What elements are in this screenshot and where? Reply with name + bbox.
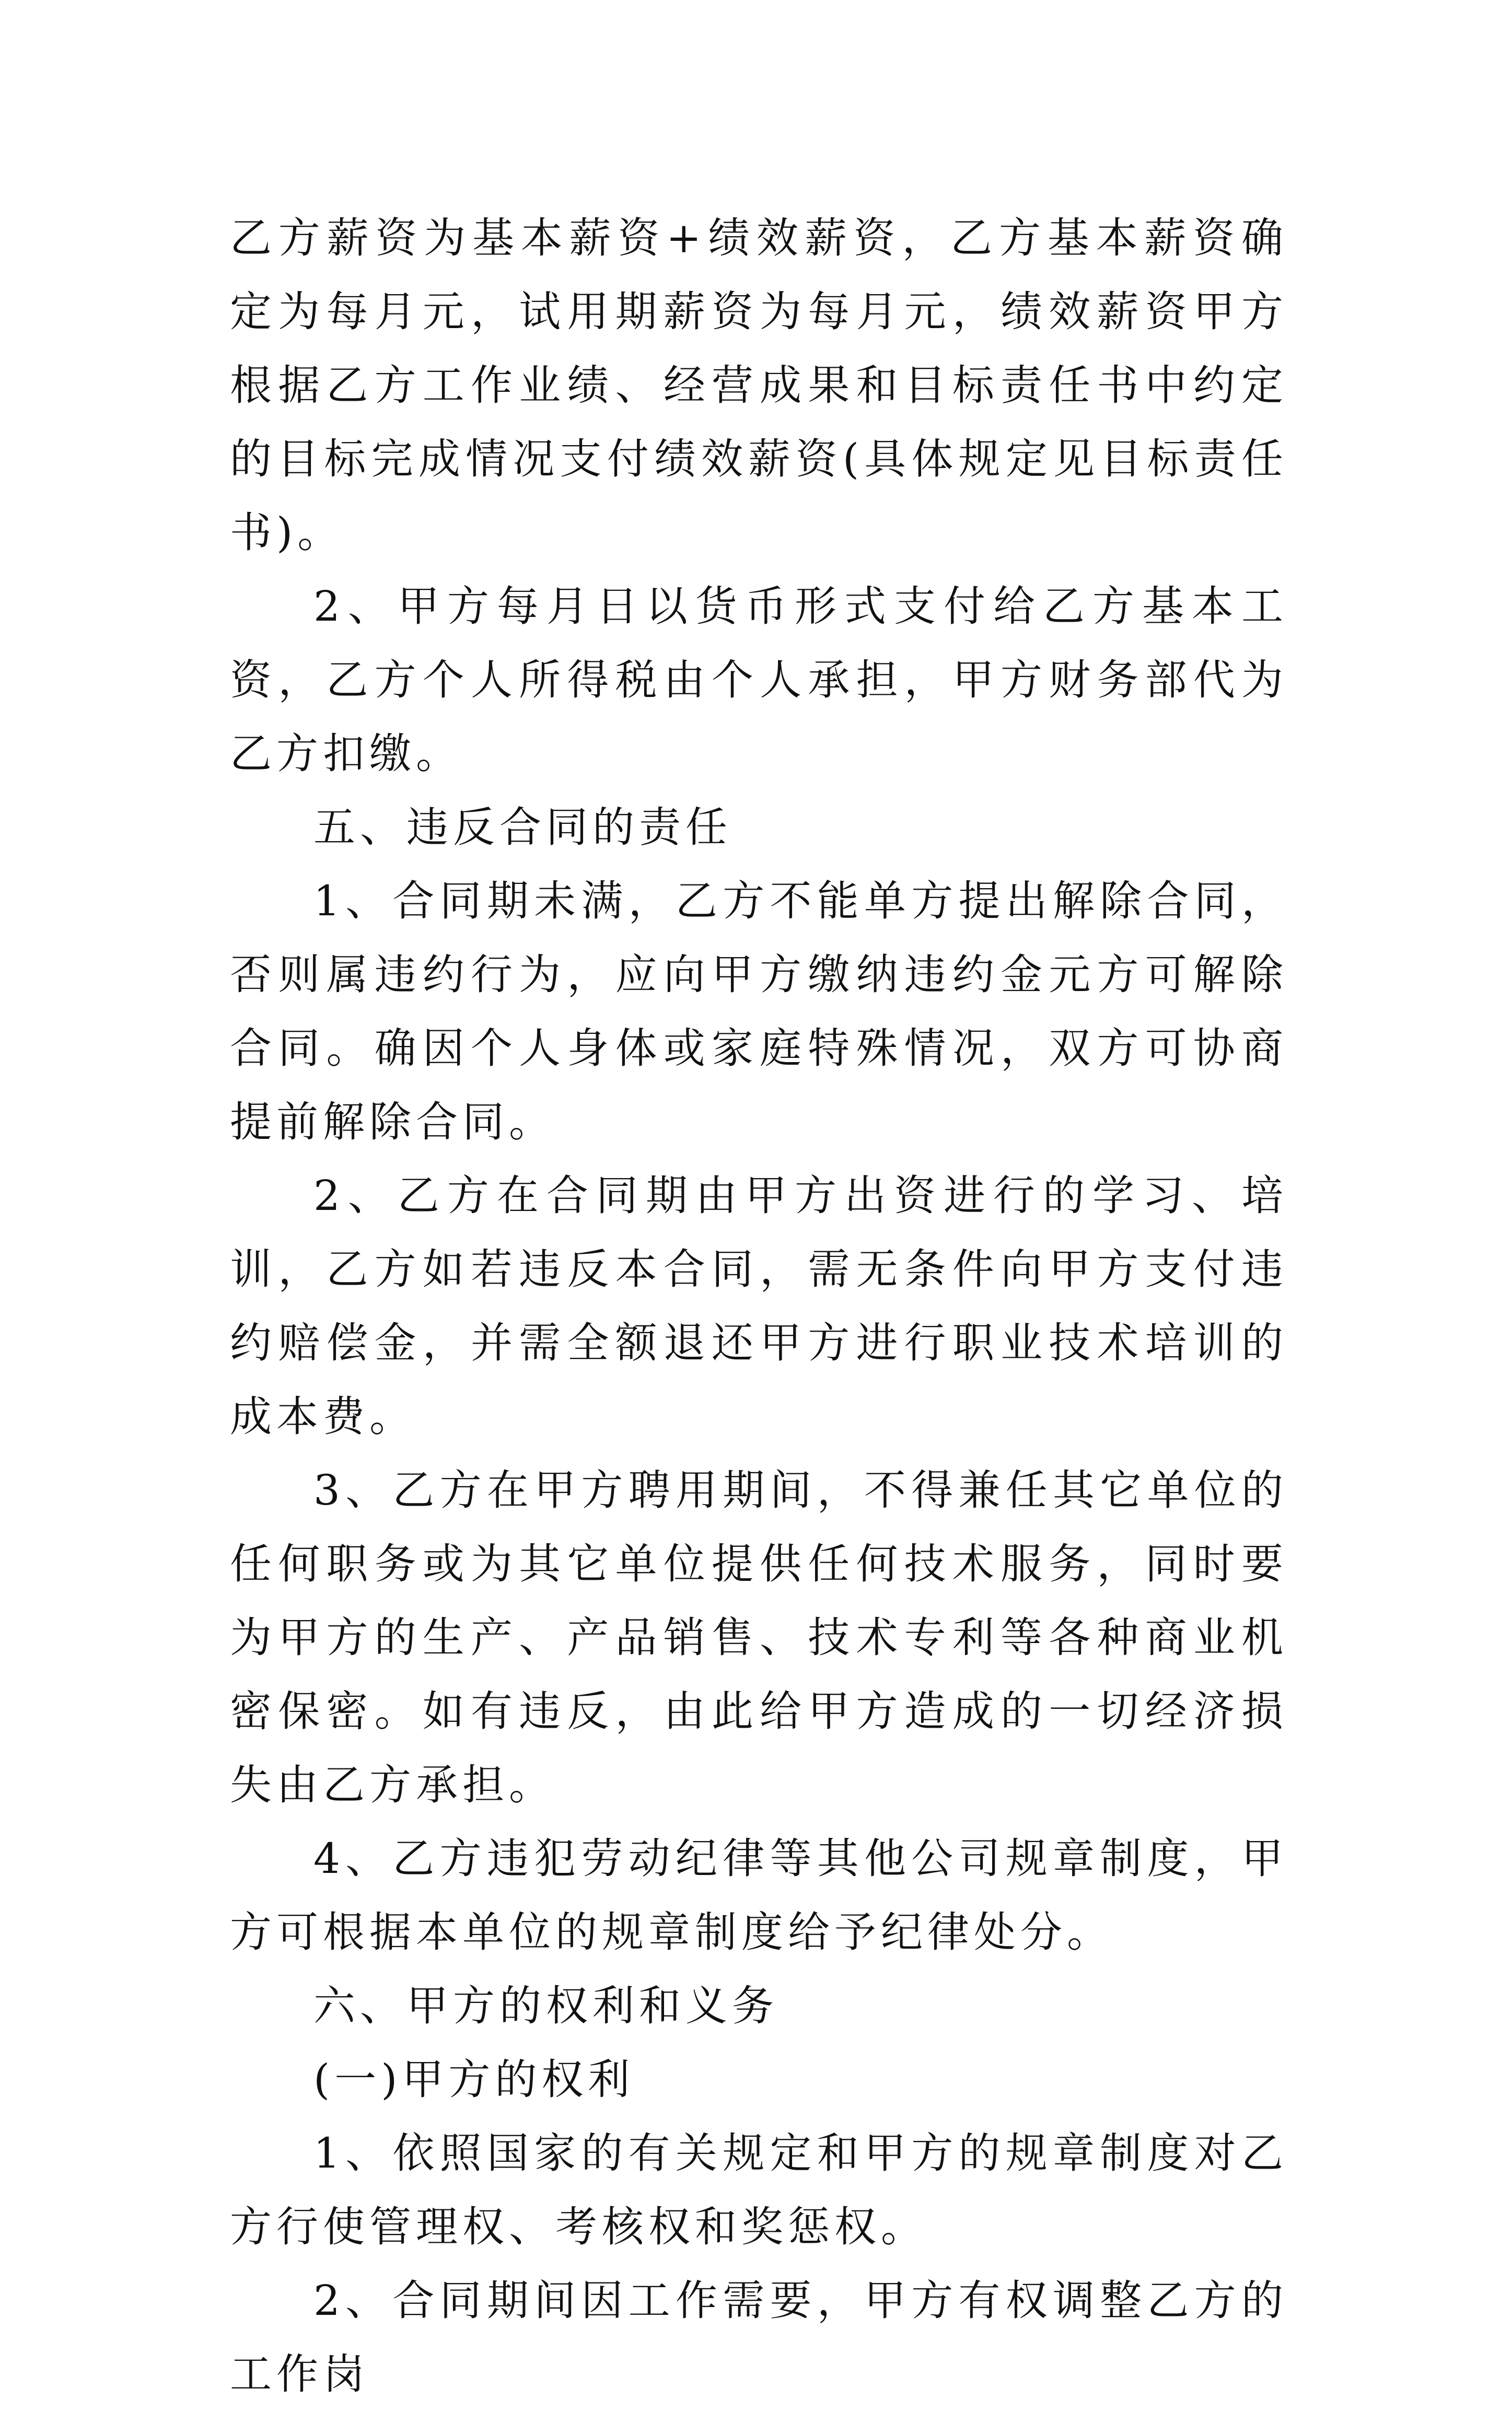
paragraph-salary-payment: 2、甲方每月日以货币形式支付给乙方基本工资，乙方个人所得税由个人承担，甲方财务部代为乙方扣缴。 (230, 582, 1288, 778)
section-heading-breach-liability: 五、违反合同的责任 (313, 803, 732, 852)
paragraph-position-adjustment: 2、合同期间因工作需要，甲方有权调整乙方的工作岗 (230, 2276, 1288, 2398)
paragraph-early-termination: 1、合同期未满，乙方不能单方提出解除合同，否则属违约行为，应向甲方缴纳违约金元方可解除合同。确因个人身体或家庭特殊情况，双方可协商提前解除合同。 (230, 877, 1288, 1146)
paragraph-salary-composition: 乙方薪资为基本薪资+绩效薪资，乙方基本薪资确定为每月元，试用期薪资为每月元，绩效薪资甲方根据乙方工作业绩、经营成果和目标责任书中约定的目标完成情况支付绩效薪资(具体规定见目标责任书)。 (230, 214, 1288, 557)
subsection-heading-party-a-rights: (一)甲方的权利 (313, 2055, 635, 2104)
paragraph-management-rights: 1、依照国家的有关规定和甲方的规章制度对乙方行使管理权、考核权和奖惩权。 (230, 2129, 1288, 2251)
paragraph-discipline: 4、乙方违犯劳动纪律等其他公司规章制度，甲方可根据本单位的规章制度给予纪律处分。 (230, 1834, 1288, 1956)
section-heading-party-a-rights-obligations: 六、甲方的权利和义务 (313, 1982, 778, 2030)
document-body (230, 201, 1288, 2411)
paragraph-training-compensation: 2、乙方在合同期由甲方出资进行的学习、培训，乙方如若违反本合同，需无条件向甲方支付违约赔偿金，并需全额退还甲方进行职业技术培训的成本费。 (230, 1171, 1288, 1441)
paragraph-confidentiality: 3、乙方在甲方聘用期间，不得兼任其它单位的任何职务或为其它单位提供任何技术服务，同时要为甲方的生产、产品销售、技术专利等各种商业机密保密。如有违反，由此给甲方造成的一切经济损失由乙方承担。 (230, 1466, 1288, 1809)
